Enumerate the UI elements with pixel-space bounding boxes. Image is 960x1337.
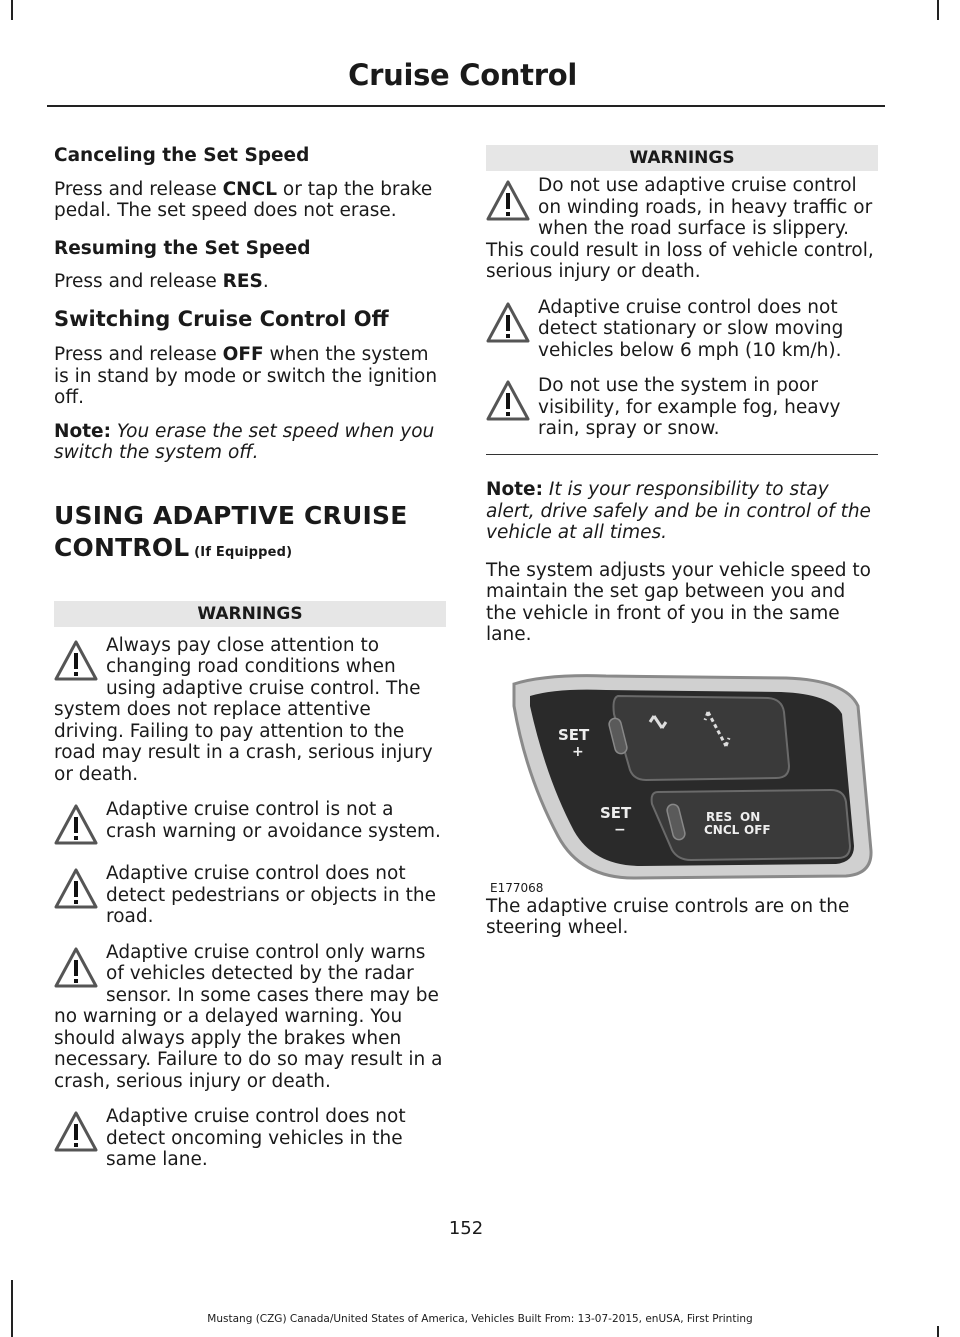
adjust-paragraph: The system adjusts your vehicle speed to maintain the set gap between you and the vehicle in front of you in the same lane. [486, 559, 871, 645]
text: Press and release [54, 271, 223, 292]
warning-triangle-icon [486, 379, 530, 423]
cncl-keyword: CNCL [222, 178, 278, 200]
warning-triangle-icon [54, 803, 98, 847]
warning-item [486, 375, 878, 440]
note-label: Note: [486, 479, 543, 500]
note-label: Note: [54, 420, 111, 442]
set-plus-label: SET [558, 725, 590, 744]
set-minus-label: SET [600, 803, 632, 822]
crop-mark [11, 1280, 13, 1337]
warning-item [486, 175, 878, 283]
warning-triangle-icon [54, 867, 98, 911]
warning-triangle-icon [54, 946, 98, 990]
warning-triangle-icon [486, 179, 530, 223]
off-heading: Switching Cruise Control Off [54, 306, 389, 331]
text: Press and release [54, 178, 223, 200]
res-keyword: RES [222, 271, 263, 292]
figure-caption: The adaptive cruise controls are on the steering wheel. [486, 895, 850, 938]
warning-text: Adaptive cruise control does not detect pedestrians or objects in the road. [106, 863, 436, 927]
note-text: It is your responsibility to stay alert, drive safely and be in control of the vehicle at all times. [486, 479, 871, 543]
plus-label: + [572, 743, 584, 760]
warning-triangle-icon [54, 639, 98, 683]
page-title: Cruise Control [348, 58, 577, 92]
note [486, 479, 878, 544]
right-column [486, 145, 878, 955]
on-label: ON [740, 809, 761, 824]
left-column [54, 145, 446, 1185]
text: or tap the brake pedal. The set speed does not erase. [54, 178, 433, 221]
warnings-end-divider [486, 454, 878, 456]
section-title-line1: USING ADAPTIVE CRUISE [54, 500, 408, 530]
warning-triangle-icon [486, 301, 530, 345]
warning-item [54, 799, 446, 849]
text: when the system is in stand by mode or switch the ignition off. [54, 344, 438, 408]
off-label: OFF [744, 822, 771, 837]
figure-code: E177068 [490, 880, 544, 895]
crop-mark [937, 0, 939, 20]
steering-controls-figure [486, 666, 878, 896]
crop-mark [11, 0, 13, 20]
off-paragraph [54, 344, 446, 409]
off-keyword: OFF [222, 344, 264, 365]
warning-text: Adaptive cruise control only warns of vehicles detected by the radar sensor. In some cases there may be no warning or a delayed warning. You should always apply the brakes when necessary. Failure to do so may result in a crash, serious injury or death. [54, 941, 443, 1092]
warnings-heading: WARNINGS [486, 145, 878, 171]
crop-mark [937, 1326, 939, 1337]
warning-item [54, 1106, 446, 1171]
warning-text: Do not use adaptive cruise control on winding roads, in heavy traffic or when the road surface is slippery. This could result in loss of vehicle control, serious injury or death. [486, 175, 874, 282]
steering-wheel-illustration [486, 666, 878, 896]
note-text: You erase the set speed when you switch the system off. [54, 420, 435, 463]
header-divider [47, 105, 885, 107]
cancel-paragraph [54, 179, 446, 222]
res-label: RES [706, 809, 733, 824]
warnings-heading: WARNINGS [54, 601, 446, 627]
section-title-line2: CONTROL [54, 532, 190, 562]
warning-text: Adaptive cruise control is not a crash warning or avoidance system. [106, 799, 441, 842]
warning-item [486, 297, 878, 362]
warning-item [54, 942, 446, 1093]
warning-text: Adaptive cruise control does not detect stationary or slow moving vehicles below 6 mph (10 km/h). [538, 296, 844, 361]
footer-edition: Mustang (CZG) Canada/United States of America, Vehicles Built From: 13-07-2015, enUSA, First Printing [207, 1313, 753, 1325]
note [54, 421, 446, 464]
warning-text: Do not use the system in poor visibility, for example fog, heavy rain, spray or snow. [538, 375, 841, 439]
cancel-heading: Canceling the Set Speed [54, 145, 310, 166]
text: Press and release [54, 344, 223, 365]
resume-paragraph [54, 271, 446, 293]
cncl-label: CNCL [704, 822, 740, 837]
warning-text: Adaptive cruise control does not detect oncoming vehicles in the same lane. [106, 1106, 406, 1170]
section-title-sub: (If Equipped) [189, 544, 293, 560]
warning-text: Always pay close attention to changing road conditions when using adaptive cruise control. The system does not replace attentive driving. Failing to pay attention to the road may result in a crash, serious injury or death. [54, 634, 433, 785]
warning-item [54, 863, 446, 928]
minus-label: − [614, 821, 626, 838]
section-title [54, 500, 446, 569]
resume-heading: Resuming the Set Speed [54, 237, 311, 259]
page-number: 152 [448, 1218, 484, 1239]
warning-item [54, 635, 446, 786]
text: . [262, 271, 269, 292]
warning-triangle-icon [54, 1110, 98, 1154]
